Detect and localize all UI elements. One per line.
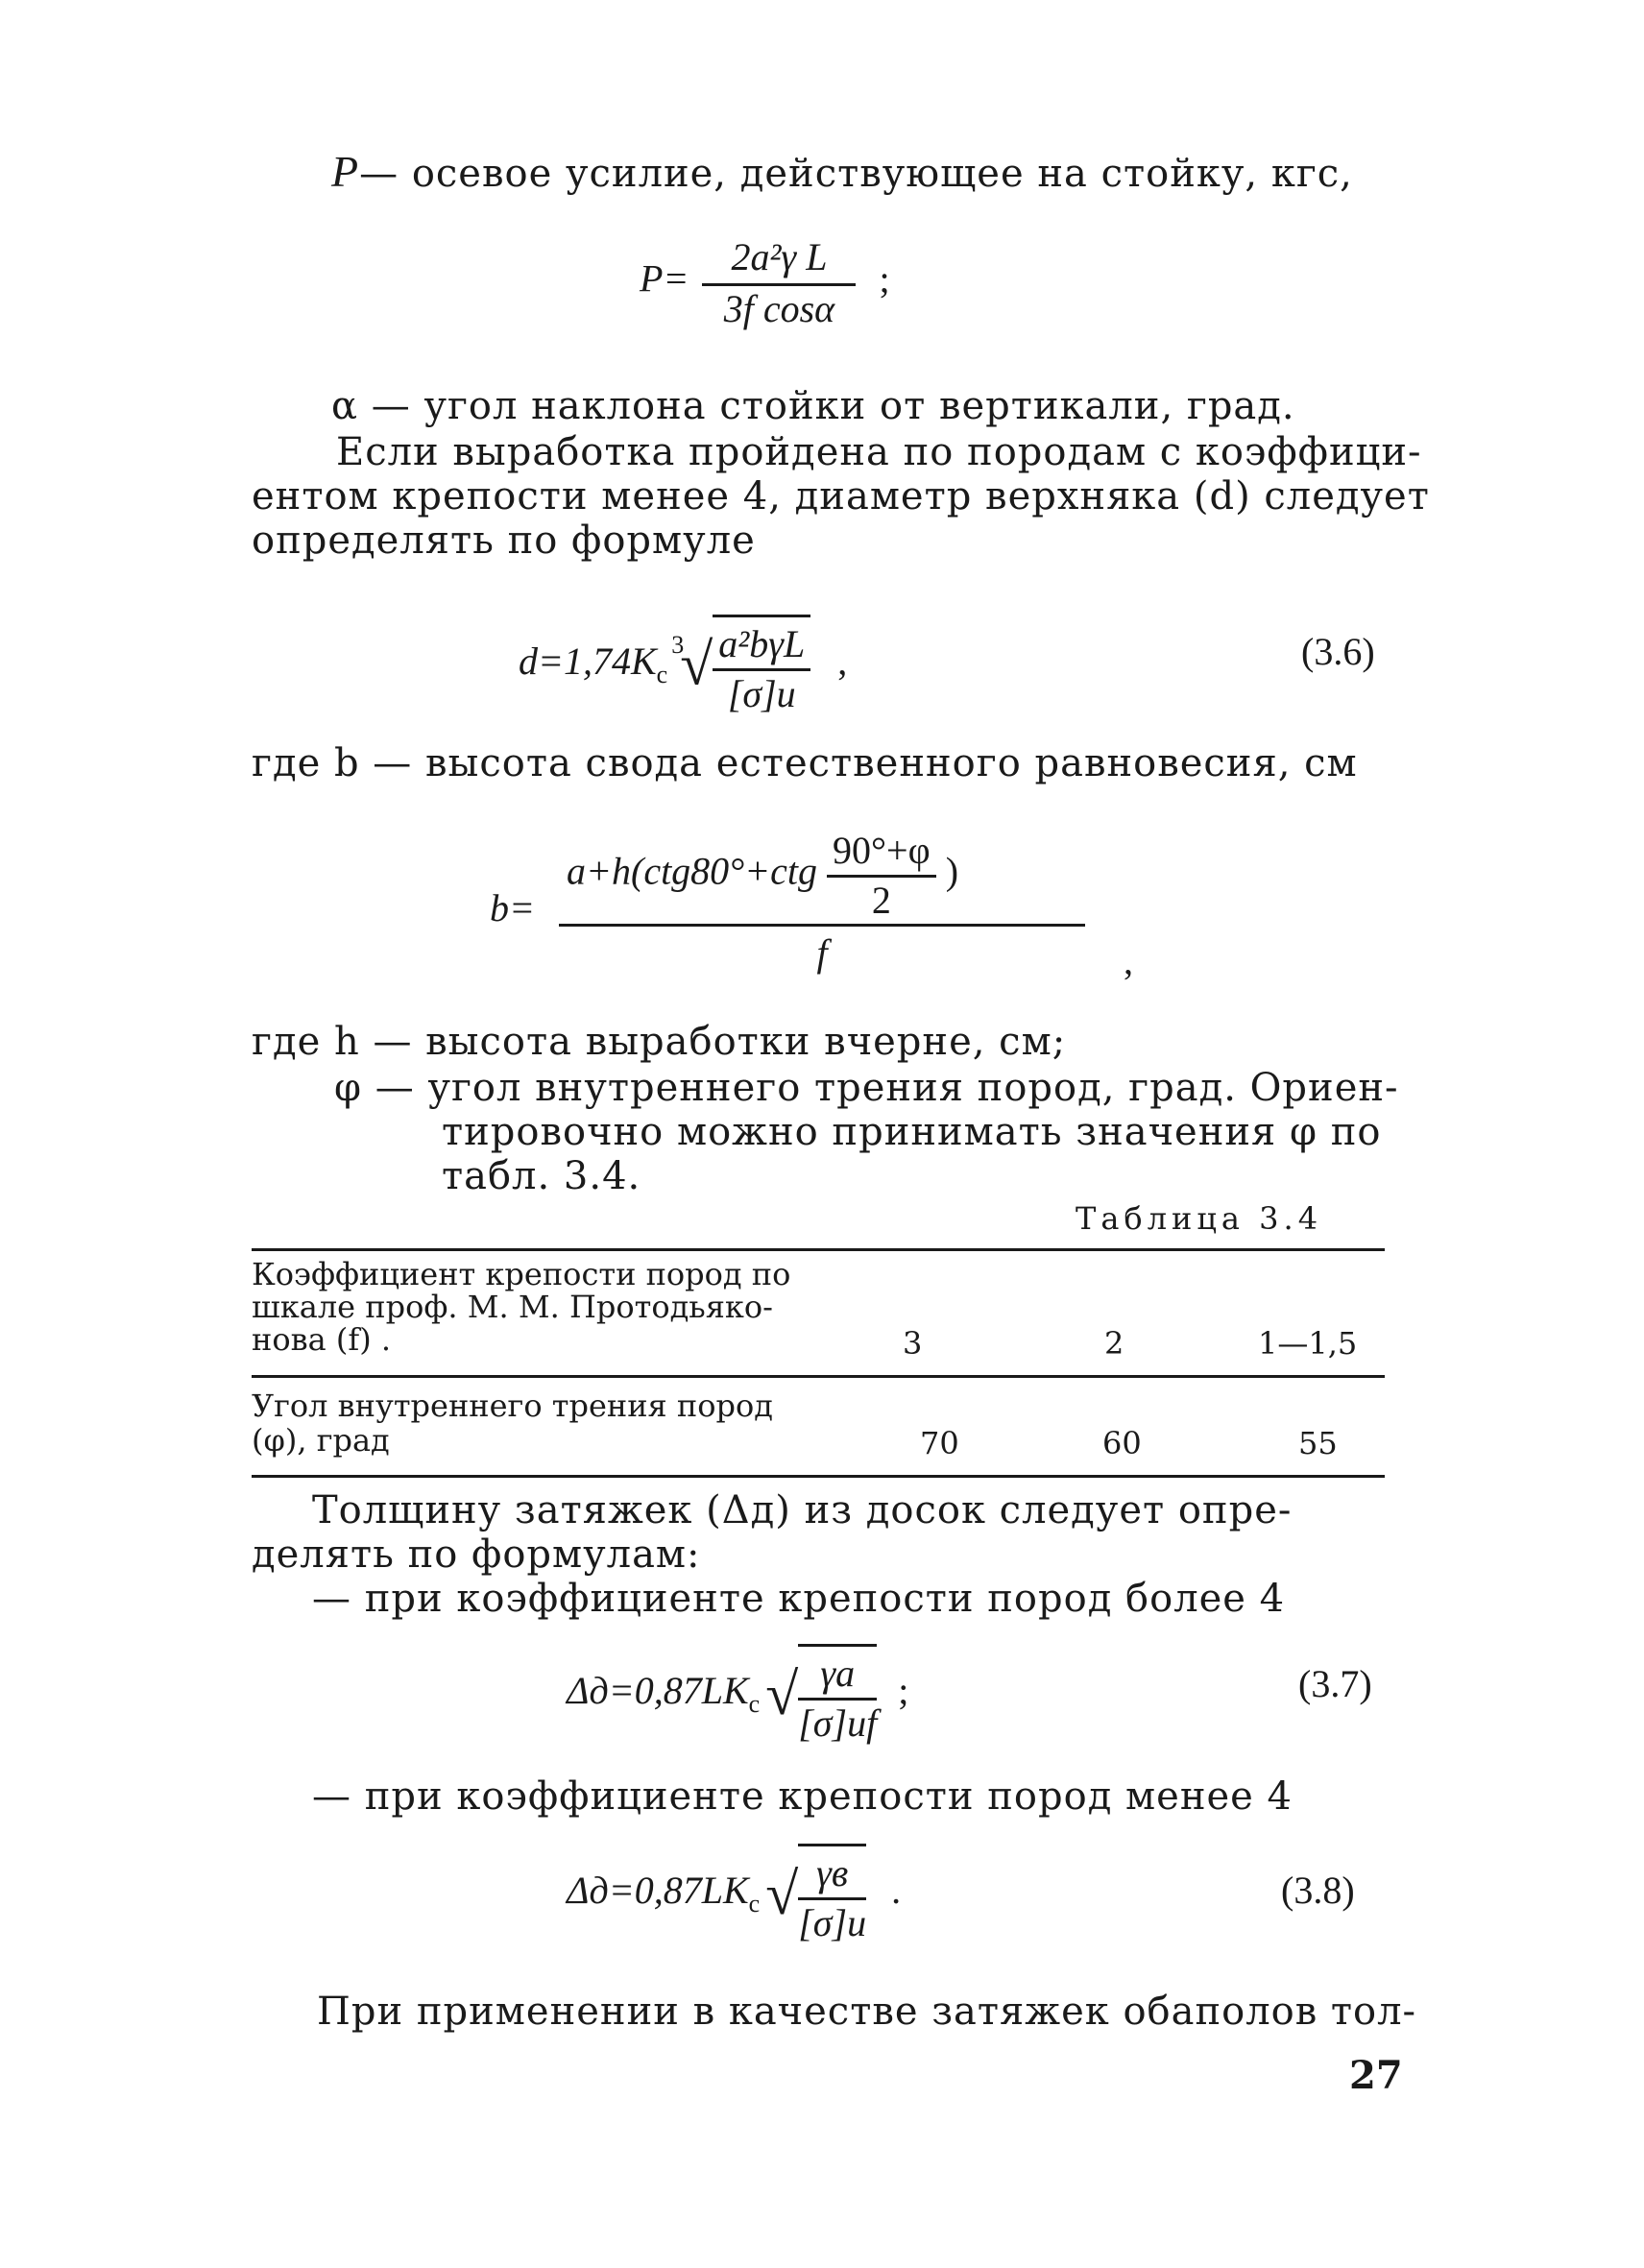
equation-3-8-lhs: Δд=0,87LK <box>567 1869 749 1913</box>
paragraph-if-line-1: Если выработка пройдена по породам с коэффици- <box>336 430 1422 474</box>
equation-3-6-sub: с <box>656 661 668 689</box>
equation-b-tail: , <box>1124 939 1133 982</box>
equation-3-6-denominator: [σ]и <box>727 672 796 715</box>
p-definition-text: — осевое усилие, действующее на стойку, кгс, <box>359 152 1353 196</box>
equation-3-8-denominator: [σ]и <box>798 1901 867 1944</box>
equation-3-7-numerator: γa <box>798 1651 877 1701</box>
page-number: 27 <box>1349 2053 1403 2098</box>
equation-3-7-label: (3.7) <box>1298 1662 1372 1705</box>
table-caption: Таблица 3.4 <box>1076 1200 1323 1237</box>
table-cell: 70 <box>920 1425 959 1461</box>
p-definition-line <box>331 146 1353 197</box>
table-row-2-label-line: Угол внутреннего трения пород <box>252 1387 773 1424</box>
table-bottom-rule <box>252 1475 1385 1478</box>
condition-more-than-4: — при коэффициенте крепости пород более 4 <box>312 1577 1286 1621</box>
table-cell: 55 <box>1298 1425 1338 1461</box>
equation-p-lhs: P= <box>640 256 689 301</box>
paragraph-thickness-line-1: Толщину затяжек (Δд) из досок следует опре- <box>312 1488 1293 1532</box>
equation-b-denominator: f <box>816 931 828 975</box>
table-row-2-label-line: (φ), град <box>252 1422 390 1459</box>
b-definition: где b — высота свода естественного равновесия, см <box>252 741 1358 785</box>
equation-3-8-label: (3.8) <box>1281 1869 1355 1912</box>
phi-definition-line-2: тировочно можно принимать значения φ по <box>442 1110 1382 1154</box>
equation-3-6 <box>519 615 847 716</box>
table-cell: 2 <box>1104 1325 1124 1362</box>
equation-3-7-sub: с <box>748 1690 761 1719</box>
equation-3-7-denominator: [σ]иf <box>798 1701 878 1745</box>
equation-b-inner-numerator: 90°+φ <box>827 828 936 878</box>
equation-3-8 <box>567 1844 901 1945</box>
equation-b-lhs: b= <box>490 886 535 929</box>
paragraph-if-line-3: определять по формуле <box>252 519 756 563</box>
equation-b-numerator-main: a+h(ctg80°+ctg <box>567 849 818 893</box>
equation-b-close-paren: ) <box>945 849 959 893</box>
condition-less-than-4: — при коэффициенте крепости пород менее 4 <box>312 1774 1293 1819</box>
phi-definition-line-1: φ — угол внутреннего трения пород, град. Ориен- <box>334 1066 1399 1110</box>
paragraph-thickness-line-2: делять по формулам: <box>252 1532 701 1577</box>
phi-definition-line-3: табл. 3.4. <box>442 1154 641 1198</box>
radical-sign-icon: √ <box>765 1661 799 1727</box>
equation-b-inner-denominator: 2 <box>871 879 891 922</box>
equation-p <box>640 234 890 331</box>
equation-3-6-label: (3.6) <box>1301 630 1375 673</box>
equation-3-6-root-index: 3 <box>671 630 685 659</box>
table-cell: 1—1,5 <box>1258 1325 1358 1362</box>
paragraph-last-line: При применении в качестве затяжек обаполов тол- <box>317 1990 1417 2034</box>
paragraph-if-line-2: ентом крепости менее 4, диаметр верхняка (d) следует <box>252 474 1430 519</box>
radical-sign-icon: √ <box>765 1861 799 1927</box>
equation-3-8-sub: с <box>748 1890 761 1918</box>
equation-3-7 <box>567 1644 908 1746</box>
h-definition: где h — высота выработки вчерне, см; <box>252 1020 1067 1064</box>
table-row-1-label-line: Коэффициент крепости пород по <box>252 1256 791 1292</box>
table-cell: 3 <box>903 1325 923 1362</box>
equation-p-tail: ; <box>879 256 890 301</box>
equation-3-7-tail: ; <box>898 1669 909 1713</box>
table-row-1-label-line: шкале проф. М. М. Протодьяко- <box>252 1289 773 1325</box>
equation-p-denominator: 3f cosα <box>723 287 835 330</box>
equation-3-8-numerator: γв <box>798 1850 866 1900</box>
equation-3-6-numerator: a²bγL <box>713 621 810 671</box>
alpha-definition: α — угол наклона стойки от вертикали, град. <box>331 384 1295 428</box>
table-row-1-label <box>252 1258 790 1356</box>
table-cell: 60 <box>1102 1425 1142 1461</box>
equation-3-6-lhs: d=1,74K <box>519 639 657 684</box>
radical-sign-icon: √ <box>680 632 713 698</box>
equation-3-6-tail: , <box>837 639 848 684</box>
table-row-2-label <box>252 1388 773 1458</box>
table-top-rule <box>252 1248 1385 1251</box>
equation-3-8-tail: . <box>891 1869 902 1913</box>
p-symbol: P <box>331 147 360 196</box>
equation-3-7-lhs: Δд=0,87LK <box>567 1669 749 1713</box>
equation-p-numerator: 2a²γ L <box>702 234 856 286</box>
table-row-1-label-line: нова (f) . <box>252 1321 392 1358</box>
table-middle-rule <box>252 1375 1385 1378</box>
